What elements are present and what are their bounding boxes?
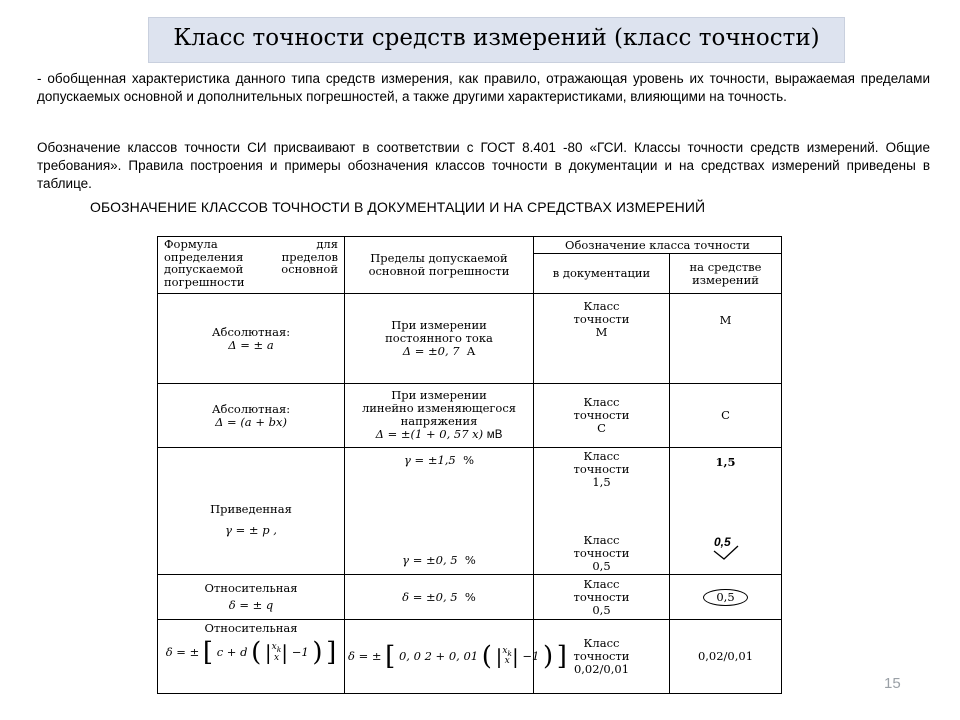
row3-device xyxy=(670,448,782,575)
row3-formula: Приведенная γ = ± p , xyxy=(158,448,345,575)
page-title: Класс точности средств измерений (класс точности) xyxy=(173,25,820,51)
row4-device xyxy=(670,575,782,620)
circled-class-value: 0,5 xyxy=(703,589,747,606)
row2-device: C xyxy=(670,384,782,448)
page-number: 15 xyxy=(884,675,901,692)
row5-doc: Класс точности 0,02/0,01 xyxy=(534,620,670,694)
header-formula: Формула для определения пределов допускаемой основной погрешности xyxy=(158,237,345,294)
row2-formula: Абсолютная: Δ = (a + bx) xyxy=(158,384,345,448)
row4-formula: Относительная δ = ± q xyxy=(158,575,345,620)
definition-paragraph: - обобщенная характеристика данного типа средств измерения, как правило, отражающая уровень их точности, выражаемая пределами допускаемых основной и дополнительных погрешностей, а также другими характеристиками, влияющими на точность. xyxy=(37,71,930,104)
row3-limit: γ = ±1,5 % γ = ±0, 5 % xyxy=(345,448,534,575)
header-in-docs: в документации xyxy=(534,254,670,294)
row5-formula: Относительная δ = ± [ c + d ( $|x_k$ x | −1 ) ] xyxy=(158,620,345,694)
row5-device: 0,02/0,01 xyxy=(670,620,782,694)
device-reduced-0-5-check: 0,5 xyxy=(710,536,744,562)
header-designation: Обозначение класса точности xyxy=(534,237,782,254)
gost-paragraph: Обозначение классов точности СИ присваивают в соответствии с ГОСТ 8.401 -80 «ГСИ. Классы точности средств измерений. Общие требования». Правила построения и примеры обозначения классов точности в документации и на средствах измерений приведены в таблице. xyxy=(37,140,930,191)
checkmark-icon xyxy=(710,536,744,562)
row5-limit: δ = ± [ 0, 0 2 + 0, 01 ( $|x_k$ x | −1 ) ] xyxy=(345,620,534,694)
row2-limit: При измерении линейно изменяющегося напряжения Δ = ±(1 + 0, 57 x) мВ xyxy=(345,384,534,448)
header-limits: Пределы допускаемой основной погрешности xyxy=(345,237,534,294)
row4-doc: Класс точности 0,5 xyxy=(534,575,670,620)
row2-doc: Класс точности C xyxy=(534,384,670,448)
title-banner xyxy=(148,17,845,63)
row3-doc: Класс точности 1,5 Класс точности 0,5 xyxy=(534,448,670,575)
row1-formula: Абсолютная: Δ = ± a xyxy=(158,294,345,384)
row1-device: M xyxy=(670,294,782,384)
row1-doc: Класс точности M xyxy=(534,294,670,384)
accuracy-class-table xyxy=(157,236,782,694)
row4-limit: δ = ±0, 5 % xyxy=(345,575,534,620)
header-on-device: на средстве измерений xyxy=(670,254,782,294)
table-heading: ОБОЗНАЧЕНИЕ КЛАССОВ ТОЧНОСТИ В ДОКУМЕНТАЦИИ И НА СРЕДСТВАХ ИЗМЕРЕНИЙ xyxy=(90,199,706,215)
device-reduced-1-5: 1,5 xyxy=(715,455,736,469)
row1-limit: При измерении постоянного тока Δ = ±0, 7 A xyxy=(345,294,534,384)
